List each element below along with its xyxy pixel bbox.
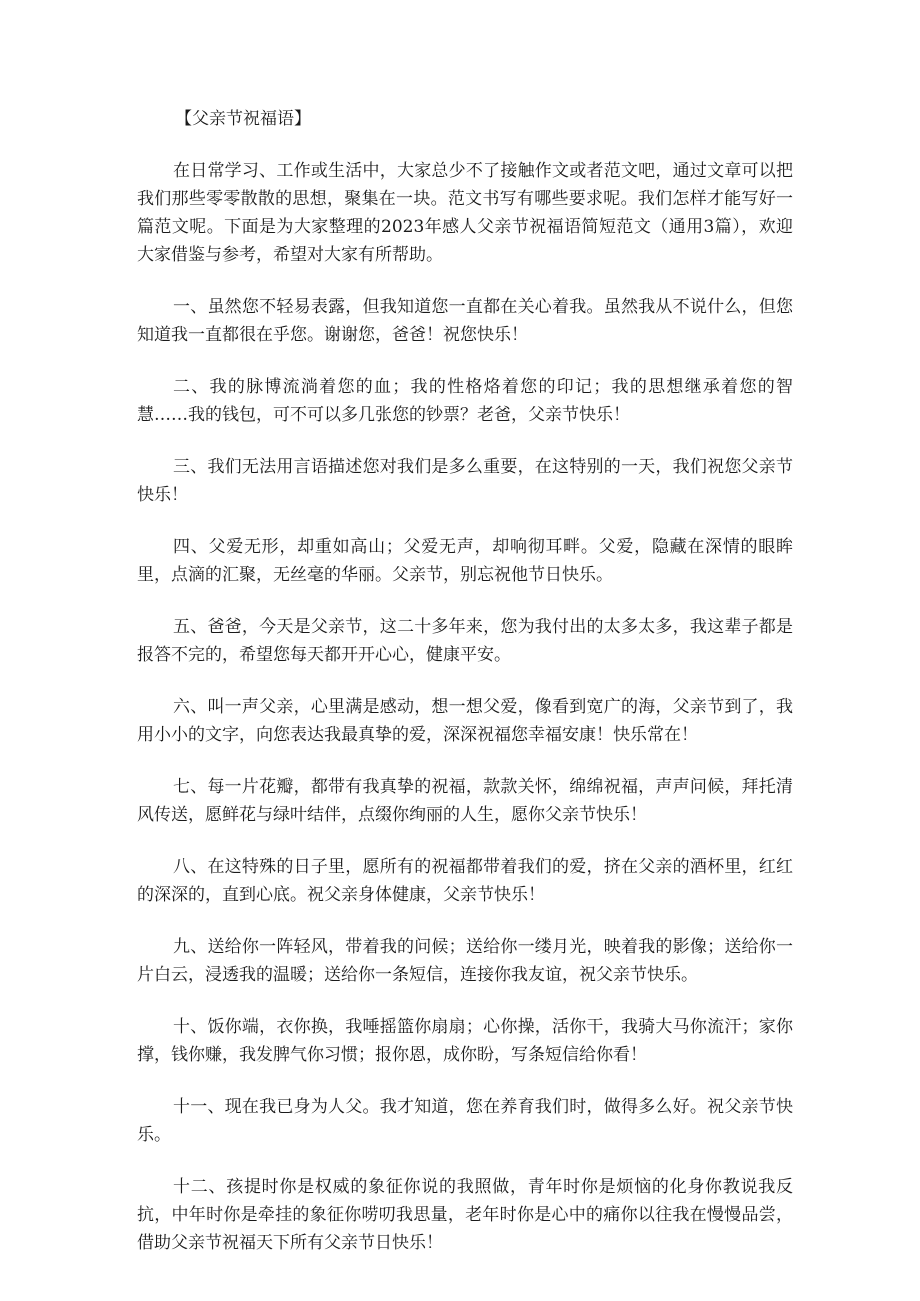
document-title: 【父亲节祝福语】	[175, 109, 311, 129]
blessing-5: 五、爸爸，今天是父亲节，这二十多年来，您为我付出的太多太多，我这辈子都是报答不完的，希望您每天都开开心心，健康平安。	[137, 617, 793, 665]
blessing-11: 十一、现在我已身为人父。我才知道，您在养育我们时，做得多么好。祝父亲节快乐。	[137, 1097, 793, 1145]
blessing-12: 十二、孩提时你是权威的象征你说的我照做，青年时你是烦恼的化身你教说我反抗，中年时你是牵挂的象征你唠叨我思量，老年时你是心中的痛你以往我在慢慢品尝，借助父亲节祝福天下所有父亲节日快乐！	[137, 1177, 793, 1253]
intro-paragraph: 在日常学习、工作或生活中，大家总少不了接触作文或者范文吧，通过文章可以把我们那些零零散散的思想，聚集在一块。范文书写有哪些要求呢。我们怎样才能写好一篇范文呢。下面是为大家整理的2023年感人父亲节祝福语简短范文（通用3篇），欢迎大家借鉴与参考，希望对大家有所帮助。	[137, 161, 793, 265]
blessing-9: 九、送给你一阵轻风，带着我的问候；送给你一缕月光，映着我的影像；送给你一片白云，浸透我的温暖；送给你一条短信，连接你我友谊，祝父亲节快乐。	[137, 937, 793, 985]
document-body	[137, 105, 793, 1281]
blessing-4: 四、父爱无形，却重如高山；父爱无声，却响彻耳畔。父爱，隐藏在深情的眼眸里，点滴的汇聚，无丝毫的华丽。父亲节，别忘祝他节日快乐。	[137, 537, 793, 585]
blessing-1: 一、虽然您不轻易表露，但我知道您一直都在关心着我。虽然我从不说什么，但您知道我一直都很在乎您。谢谢您，爸爸！祝您快乐！	[137, 297, 793, 345]
blessing-7: 七、每一片花瓣，都带有我真挚的祝福，款款关怀，绵绵祝福，声声问候，拜托清风传送，愿鲜花与绿叶结伴，点缀你绚丽的人生，愿你父亲节快乐！	[137, 777, 793, 825]
blessing-8: 八、在这特殊的日子里，愿所有的祝福都带着我们的爱，挤在父亲的酒杯里，红红的深深的，直到心底。祝父亲身体健康，父亲节快乐！	[137, 857, 793, 905]
blessing-10: 十、饭你端，衣你换，我唾摇篮你扇扇；心你操，活你干，我骑大马你流汗；家你撑，钱你赚，我发脾气你习惯；报你恩，成你盼，写条短信给你看！	[137, 1017, 793, 1065]
blessing-2: 二、我的脉博流淌着您的血；我的性格烙着您的印记；我的思想继承着您的智慧……我的钱包，可不可以多几张您的钞票？老爸，父亲节快乐！	[137, 377, 793, 425]
blessing-6: 六、叫一声父亲，心里满是感动，想一想父爱，像看到宽广的海，父亲节到了，我用小小的文字，向您表达我最真挚的爱，深深祝福您幸福安康！快乐常在！	[137, 697, 793, 745]
blessing-3: 三、我们无法用言语描述您对我们是多么重要，在这特别的一天，我们祝您父亲节快乐！	[137, 457, 793, 505]
